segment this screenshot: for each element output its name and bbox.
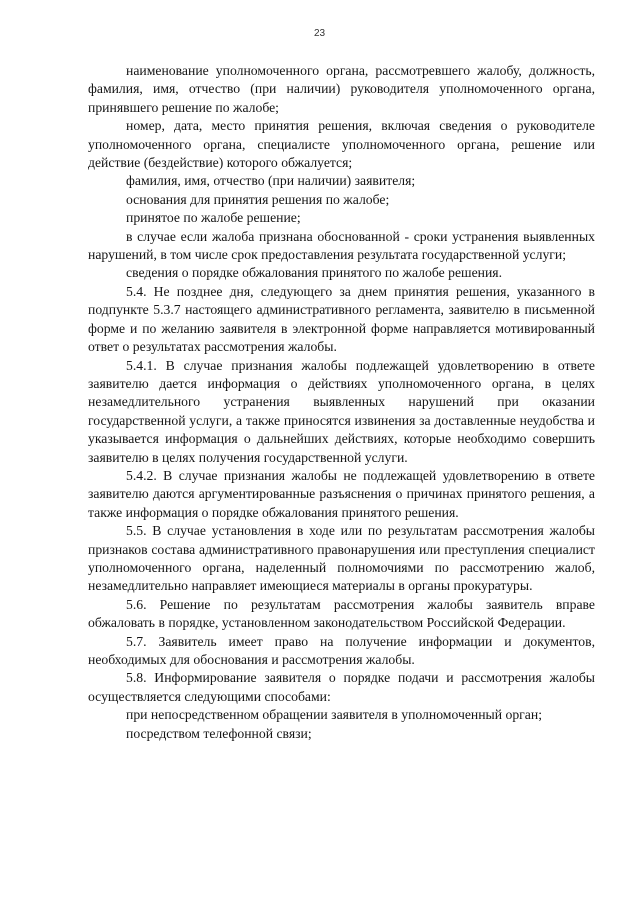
paragraph: наименование уполномоченного органа, рассмотревшего жалобу, должность, фамилия, имя, отчество (при наличии) руководителя уполномоченного органа, принявшего решение по жалобе; bbox=[88, 63, 595, 115]
paragraph-5-6: 5.6. Решение по результатам рассмотрения жалобы заявитель вправе обжаловать в порядке, установленном законодательством Российской Федерации. bbox=[88, 596, 595, 631]
paragraph: номер, дата, место принятия решения, включая сведения о руководителе уполномоченного органа, специалисте уполномоченного органа, решение или действие (бездействие) которого обжалуется; bbox=[88, 118, 595, 171]
paragraph: основания для принятия решения по жалобе; bbox=[126, 191, 390, 207]
paragraph: посредством телефонной связи; bbox=[126, 725, 312, 741]
paragraph-5-4-2: 5.4.2. В случае признания жалобы не подлежащей удовлетворению в ответе заявителю даются аргументированные разъяснения о причинах принятого решения, а также информация о порядке обжалования принятого решения. bbox=[88, 467, 595, 520]
paragraph: сведения о порядке обжалования принятого по жалобе решения. bbox=[126, 265, 503, 281]
paragraph: принятое по жалобе решение; bbox=[126, 210, 301, 226]
paragraph: в случае если жалоба признана обоснованной - сроки устранения выявленных нарушений, в том числе срок предоставления результата государственной услуги; bbox=[88, 228, 595, 263]
paragraph-5-4: 5.4. Не позднее дня, следующего за днем принятия решения, указанного в подпункте 5.3.7 настоящего административного регламента, заявителю в письменной форме и по желанию заявителя в электронной форме направляется мотивированный ответ о результатах рассмотрения жалобы. bbox=[88, 283, 595, 355]
paragraph-5-5: 5.5. В случае установления в ходе или по результатам рассмотрения жалобы признаков состава административного правонарушения или преступления специалист уполномоченного органа, наделенный полномочиями по рассмотрению жалоб, незамедлительно направляет имеющиеся материалы в органы прокуратуры. bbox=[88, 523, 595, 594]
document-body bbox=[88, 62, 595, 743]
paragraph: при непосредственном обращении заявителя в уполномоченный орган; bbox=[126, 707, 543, 723]
page-number: 23 bbox=[313, 28, 326, 39]
paragraph-5-4-1: 5.4.1. В случае признания жалобы подлежащей удовлетворению в ответе заявителю дается информация о действиях уполномоченного органа, в целях незамедлительного устранения выявленных нарушений при оказании государственной услуги, а также приносятся извинения за доставленные неудобства и указывается информация о дальнейших действиях, которые необходимо совершить заявителю в целях получения государственной услуги. bbox=[88, 357, 595, 465]
paragraph-5-7: 5.7. Заявитель имеет право на получение информации и документов, необходимых для обоснования и рассмотрения жалобы. bbox=[88, 633, 595, 667]
paragraph: фамилия, имя, отчество (при наличии) заявителя; bbox=[126, 173, 416, 189]
paragraph-5-8: 5.8. Информирование заявителя о порядке подачи и рассмотрения жалобы осуществляется следующими способами: bbox=[88, 670, 595, 704]
